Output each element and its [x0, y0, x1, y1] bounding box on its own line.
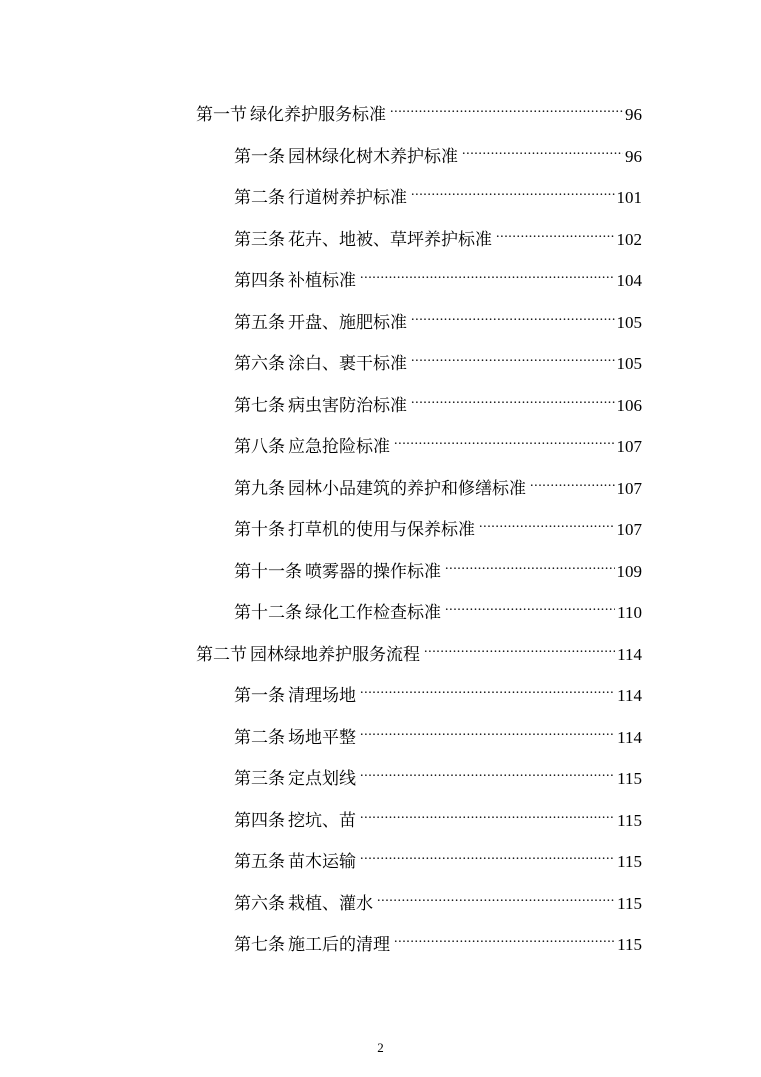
- toc-entry-page: 107: [616, 520, 642, 539]
- toc-entry-page: 102: [616, 230, 642, 249]
- toc-entry-page: 114: [617, 728, 642, 747]
- toc-entry-article[interactable]: [234, 596, 642, 623]
- toc-entry-title: 行道树养护标准: [288, 188, 407, 208]
- toc-entry-number: 第七条: [234, 935, 285, 955]
- toc-leader-dots: [411, 389, 615, 411]
- toc-entry-article[interactable]: [234, 679, 642, 706]
- toc-entry-article[interactable]: [234, 513, 642, 540]
- toc-entry-article[interactable]: [234, 347, 642, 374]
- toc-leader-dots: [390, 98, 623, 120]
- toc-entry-title: 打草机的使用与保养标准: [288, 520, 475, 540]
- toc-entry-article[interactable]: [234, 928, 642, 955]
- toc-entry-title: 苗木运输: [288, 852, 356, 872]
- toc-entry-title: 喷雾器的操作标准: [305, 562, 441, 582]
- toc-entry-title: 补植标准: [288, 271, 356, 291]
- toc-entry-page: 106: [616, 396, 642, 415]
- toc-entry-number: 第十二条: [234, 603, 302, 623]
- toc-entry-title: 栽植、灌水: [288, 894, 373, 914]
- toc-entry-title: 施工后的清理: [288, 935, 390, 955]
- toc-entry-article[interactable]: [234, 472, 642, 499]
- toc-entry-article[interactable]: [234, 555, 642, 582]
- toc-entry-title: 绿化养护服务标准: [250, 105, 386, 125]
- toc-entry-title: 挖坑、苗: [288, 811, 356, 831]
- page-number: 2: [377, 1040, 384, 1055]
- toc-entry-number: 第十条: [234, 520, 285, 540]
- toc-entry-number: 第三条: [234, 230, 285, 250]
- toc-entry-page: 107: [616, 437, 642, 456]
- toc-leader-dots: [394, 928, 615, 950]
- toc-entry-article[interactable]: [234, 721, 642, 748]
- toc-leader-dots: [394, 430, 615, 452]
- toc-leader-dots: [411, 306, 615, 328]
- toc-leader-dots: [411, 181, 615, 203]
- toc-entry-number: 第二条: [234, 188, 285, 208]
- toc-leader-dots: [445, 596, 615, 618]
- toc-entry-number: 第六条: [234, 894, 285, 914]
- toc-entry-number: 第五条: [234, 852, 285, 872]
- toc-entry-article[interactable]: [234, 804, 642, 831]
- toc-entry-title: 绿化工作检查标准: [305, 603, 441, 623]
- toc-entry-number: 第六条: [234, 354, 285, 374]
- toc-leader-dots: [360, 264, 615, 286]
- toc-entry-title: 花卉、地被、草坪养护标准: [288, 230, 492, 250]
- toc-leader-dots: [462, 140, 623, 162]
- toc-entry-section-2[interactable]: [196, 638, 642, 665]
- toc-entry-number: 第二节: [196, 645, 247, 665]
- toc-entry-page: 101: [616, 188, 642, 207]
- toc-entry-title: 涂白、裹干标准: [288, 354, 407, 374]
- toc-leader-dots: [360, 762, 615, 784]
- toc-leader-dots: [360, 721, 615, 743]
- toc-entry-title: 园林小品建筑的养护和修缮标准: [288, 479, 526, 499]
- toc-entry-page: 107: [616, 479, 642, 498]
- toc-entry-page: 115: [617, 769, 642, 788]
- toc-entry-title: 园林绿化树木养护标准: [288, 147, 458, 167]
- toc-entry-article[interactable]: [234, 140, 642, 167]
- toc-entry-number: 第四条: [234, 811, 285, 831]
- toc-entry-title: 定点划线: [288, 769, 356, 789]
- toc-entry-page: 115: [617, 811, 642, 830]
- toc-leader-dots: [411, 347, 615, 369]
- toc-entry-page: 104: [616, 271, 642, 290]
- toc-entry-page: 115: [617, 852, 642, 871]
- toc-entry-number: 第九条: [234, 479, 285, 499]
- toc-entry-page: 115: [617, 894, 642, 913]
- toc-leader-dots: [360, 679, 615, 701]
- toc-entry-article[interactable]: [234, 887, 642, 914]
- toc-entry-page: 109: [616, 562, 642, 581]
- toc-leader-dots: [479, 513, 615, 535]
- toc-entry-title: 病虫害防治标准: [288, 396, 407, 416]
- toc-entry-number: 第一节: [196, 105, 247, 125]
- toc-entry-page: 105: [616, 354, 642, 373]
- toc-entry-page: 96: [625, 147, 642, 166]
- toc-entry-title: 园林绿地养护服务流程: [250, 645, 420, 665]
- toc-entry-page: 110: [617, 603, 642, 622]
- toc-entry-article[interactable]: [234, 306, 642, 333]
- toc-entry-page: 115: [617, 935, 642, 954]
- toc-entry-article[interactable]: [234, 430, 642, 457]
- toc-entry-number: 第一条: [234, 147, 285, 167]
- toc-entry-number: 第五条: [234, 313, 285, 333]
- toc-leader-dots: [424, 638, 615, 660]
- toc-leader-dots: [445, 555, 615, 577]
- toc-entry-article[interactable]: [234, 762, 642, 789]
- toc-entry-number: 第十一条: [234, 562, 302, 582]
- toc-entry-number: 第三条: [234, 769, 285, 789]
- toc-entry-page: 114: [617, 686, 642, 705]
- toc-leader-dots: [360, 845, 615, 867]
- toc-entry-number: 第八条: [234, 437, 285, 457]
- toc-entry-number: 第一条: [234, 686, 285, 706]
- toc-entry-page: 114: [617, 645, 642, 664]
- toc-leader-dots: [360, 804, 615, 826]
- toc-leader-dots: [496, 223, 615, 245]
- toc-entry-title: 应急抢险标准: [288, 437, 390, 457]
- toc-entry-article[interactable]: [234, 223, 642, 250]
- toc-entry-title: 清理场地: [288, 686, 356, 706]
- toc-entry-article[interactable]: [234, 845, 642, 872]
- toc-leader-dots: [530, 472, 615, 494]
- toc-entry-title: 场地平整: [288, 728, 356, 748]
- toc-entry-number: 第四条: [234, 271, 285, 291]
- toc-entry-section-1[interactable]: [196, 98, 642, 125]
- toc-entry-title: 开盘、施肥标准: [288, 313, 407, 333]
- toc-entry-page: 105: [616, 313, 642, 332]
- toc-leader-dots: [377, 887, 615, 909]
- toc-entry-article[interactable]: [234, 264, 642, 291]
- toc-entry-number: 第二条: [234, 728, 285, 748]
- toc-entry-article[interactable]: [234, 389, 642, 416]
- toc-entry-page: 96: [625, 105, 642, 124]
- toc-entry-article[interactable]: [234, 181, 642, 208]
- toc-entry-number: 第七条: [234, 396, 285, 416]
